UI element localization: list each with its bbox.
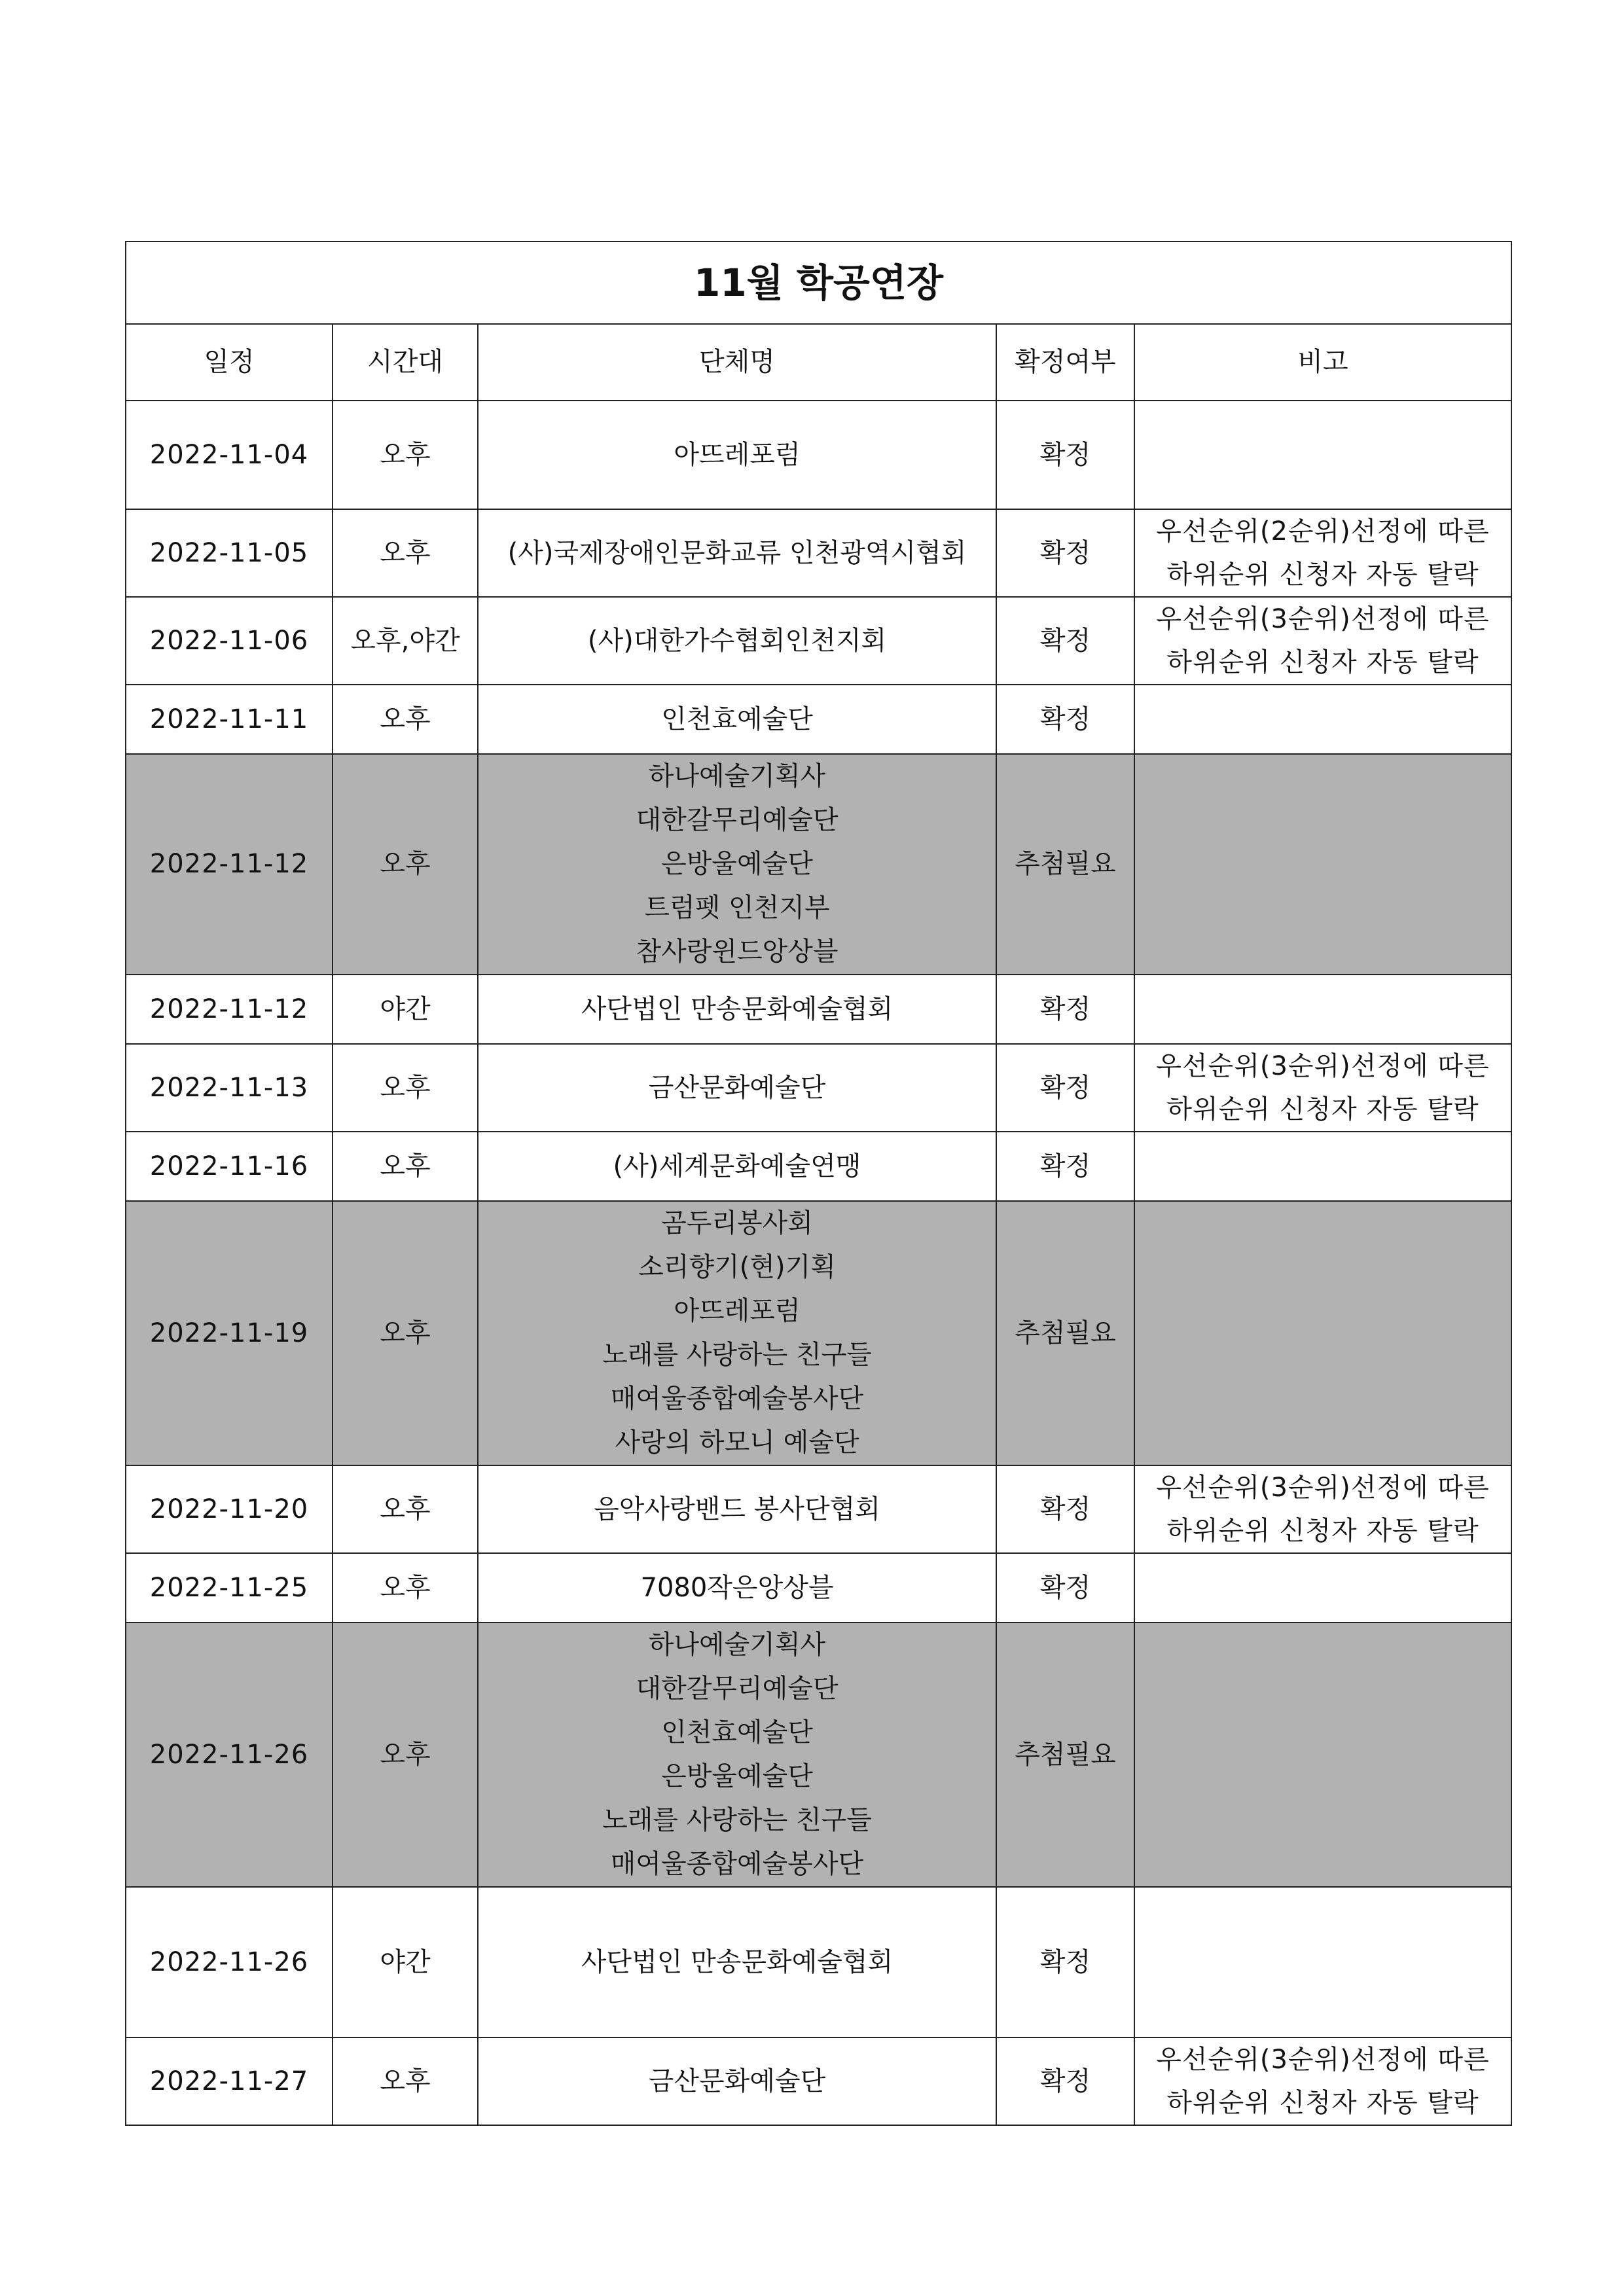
cell-time: 오후	[333, 754, 478, 975]
group-name: 7080작은앙상블	[640, 1572, 834, 1603]
cell-date: 2022-11-05	[126, 509, 333, 597]
cell-time: 오후	[333, 1553, 478, 1623]
group-name: 매여울종합예술봉사단	[610, 1849, 864, 1879]
note-line: 하위순위 신청자 자동 탈락	[1166, 2088, 1479, 2118]
cell-date: 2022-11-13	[126, 1044, 333, 1132]
table-row	[126, 1201, 1511, 1465]
cell-status: 추첨필요	[996, 1201, 1134, 1465]
group-name: 금산문화예술단	[648, 1072, 826, 1103]
table-row	[126, 597, 1511, 685]
group-name: 사랑의 하모니 예술단	[615, 1427, 859, 1458]
table-row	[126, 685, 1511, 754]
table-row	[126, 1465, 1511, 1553]
cell-status: 확정	[996, 685, 1134, 754]
table-row	[126, 754, 1511, 975]
cell-note	[1134, 401, 1511, 509]
cell-time: 오후	[333, 1201, 478, 1465]
cell-note	[1134, 1553, 1511, 1623]
cell-status: 확정	[996, 509, 1134, 597]
group-name: 소리향기(현)기획	[638, 1252, 836, 1282]
header-group: 단체명	[478, 324, 996, 401]
title-row	[126, 242, 1511, 324]
note-line: 하위순위 신청자 자동 탈락	[1166, 1516, 1479, 1546]
cell-status: 확정	[996, 1887, 1134, 2037]
cell-note	[1134, 1132, 1511, 1201]
cell-time: 오후	[333, 1465, 478, 1553]
header-status: 확정여부	[996, 324, 1134, 401]
header-time: 시간대	[333, 324, 478, 401]
cell-note	[1134, 509, 1511, 597]
group-name: 사단법인 만송문화예술협회	[581, 1946, 893, 1977]
table-row	[126, 1623, 1511, 1887]
cell-date: 2022-11-25	[126, 1553, 333, 1623]
cell-date: 2022-11-16	[126, 1132, 333, 1201]
cell-date: 2022-11-12	[126, 975, 333, 1044]
cell-note	[1134, 597, 1511, 685]
cell-status: 확정	[996, 2037, 1134, 2125]
cell-time: 오후	[333, 401, 478, 509]
cell-status: 확정	[996, 1132, 1134, 1201]
group-name: 금산문화예술단	[648, 2066, 826, 2096]
group-name: 아뜨레포럼	[674, 1296, 801, 1326]
group-name: 음악사랑밴드 봉사단협회	[594, 1494, 880, 1524]
cell-time: 오후,야간	[333, 597, 478, 685]
group-name: 사단법인 만송문화예술협회	[581, 994, 893, 1024]
cell-status: 추첨필요	[996, 754, 1134, 975]
cell-status: 확정	[996, 597, 1134, 685]
cell-group	[478, 2037, 996, 2125]
group-name: 트럼펫 인천지부	[644, 893, 830, 923]
group-name: 곰두리봉사회	[661, 1208, 813, 1238]
cell-note	[1134, 2037, 1511, 2125]
table-row	[126, 975, 1511, 1044]
cell-group	[478, 509, 996, 597]
cell-group	[478, 1465, 996, 1553]
schedule-body	[126, 401, 1511, 2125]
note-line: 하위순위 신청자 자동 탈락	[1166, 1094, 1479, 1124]
cell-time: 야간	[333, 975, 478, 1044]
cell-date: 2022-11-11	[126, 685, 333, 754]
cell-note	[1134, 754, 1511, 975]
cell-group	[478, 597, 996, 685]
cell-status: 확정	[996, 975, 1134, 1044]
group-name: 대한갈무리예술단	[636, 1674, 839, 1704]
cell-group	[478, 975, 996, 1044]
cell-date: 2022-11-06	[126, 597, 333, 685]
table-title: 11월 학공연장	[126, 242, 1511, 324]
group-name: (사)세계문화예술연맹	[613, 1151, 861, 1181]
note-line: 우선순위(2순위)선정에 따른	[1156, 516, 1490, 547]
note-line: 우선순위(3순위)선정에 따른	[1156, 1051, 1490, 1081]
cell-time: 오후	[333, 1044, 478, 1132]
table-row	[126, 2037, 1511, 2125]
group-name: 대한갈무리예술단	[636, 805, 839, 835]
cell-status: 확정	[996, 1044, 1134, 1132]
table-row	[126, 1044, 1511, 1132]
cell-time: 오후	[333, 509, 478, 597]
header-date: 일정	[126, 324, 333, 401]
cell-note	[1134, 1044, 1511, 1132]
note-line: 우선순위(3순위)선정에 따른	[1156, 1473, 1490, 1503]
cell-group	[478, 401, 996, 509]
note-line: 하위순위 신청자 자동 탈락	[1166, 560, 1479, 590]
cell-date: 2022-11-20	[126, 1465, 333, 1553]
group-name: 참사랑윈드앙상블	[636, 937, 839, 967]
cell-date: 2022-11-26	[126, 1623, 333, 1887]
note-line: 우선순위(3순위)선정에 따른	[1156, 604, 1490, 634]
group-name: 은방울예술단	[661, 849, 813, 879]
schedule-table	[125, 241, 1512, 2126]
group-name: (사)대한가수협회인천지회	[587, 625, 887, 656]
cell-time: 야간	[333, 1887, 478, 2037]
group-name: 인천효예술단	[661, 704, 813, 734]
cell-note	[1134, 685, 1511, 754]
group-name: 노래를 사랑하는 친구들	[602, 1340, 872, 1370]
cell-note	[1134, 975, 1511, 1044]
cell-time: 오후	[333, 685, 478, 754]
cell-time: 오후	[333, 1132, 478, 1201]
note-line: 하위순위 신청자 자동 탈락	[1166, 647, 1479, 677]
cell-group	[478, 1132, 996, 1201]
table-row	[126, 401, 1511, 509]
cell-date: 2022-11-12	[126, 754, 333, 975]
cell-note	[1134, 1887, 1511, 2037]
cell-date: 2022-11-27	[126, 2037, 333, 2125]
cell-group	[478, 1201, 996, 1465]
note-line: 우선순위(3순위)선정에 따른	[1156, 2045, 1490, 2075]
cell-note	[1134, 1201, 1511, 1465]
cell-status: 확정	[996, 401, 1134, 509]
table-row	[126, 1132, 1511, 1201]
group-name: 인천효예술단	[661, 1717, 813, 1748]
cell-status: 확정	[996, 1553, 1134, 1623]
group-name: 하나예술기획사	[648, 1630, 826, 1660]
cell-date: 2022-11-04	[126, 401, 333, 509]
cell-status: 추첨필요	[996, 1623, 1134, 1887]
cell-note	[1134, 1465, 1511, 1553]
table-row	[126, 1887, 1511, 2037]
table-row	[126, 1553, 1511, 1623]
group-name: 하나예술기획사	[648, 761, 826, 791]
cell-group	[478, 1623, 996, 1887]
group-name: 아뜨레포럼	[674, 439, 801, 470]
cell-time: 오후	[333, 1623, 478, 1887]
cell-group	[478, 1044, 996, 1132]
group-name: 매여울종합예술봉사단	[610, 1384, 864, 1414]
group-name: (사)국제장애인문화교류 인천광역시협회	[507, 537, 967, 568]
cell-time: 오후	[333, 2037, 478, 2125]
cell-group	[478, 1553, 996, 1623]
cell-date: 2022-11-26	[126, 1887, 333, 2037]
table-row	[126, 509, 1511, 597]
cell-status: 확정	[996, 1465, 1134, 1553]
header-note: 비고	[1134, 324, 1511, 401]
cell-date: 2022-11-19	[126, 1201, 333, 1465]
cell-note	[1134, 1623, 1511, 1887]
header-row	[126, 324, 1511, 401]
group-name: 은방울예술단	[661, 1761, 813, 1791]
cell-group	[478, 685, 996, 754]
cell-group	[478, 754, 996, 975]
group-name: 노래를 사랑하는 친구들	[602, 1805, 872, 1835]
cell-group	[478, 1887, 996, 2037]
